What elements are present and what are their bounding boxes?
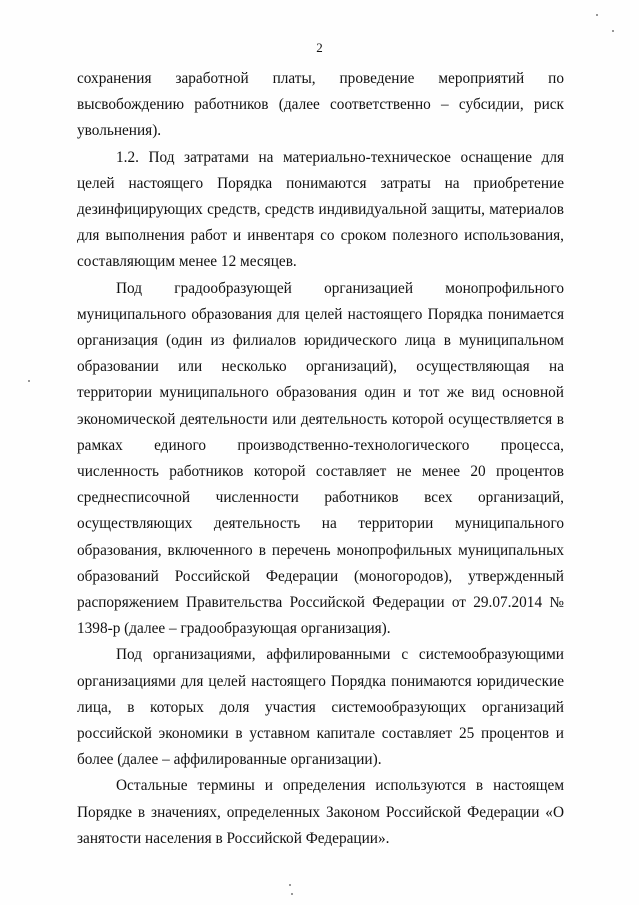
paragraph-other-terms: Остальные термины и определения используются в настоящем Порядке в значениях, определенных Законом Российской Федерации «О занятости населения в Российской Федерации». (77, 777, 564, 847)
paragraph-affiliated-organizations: Под организациями, аффилированными с системообразующими организациями для целей настоящего Порядка понимаются юридические лица, в которых доля участия системообразующих организаций российской экономики в уставном капитале составляет 25 процентов и более (далее – аффилированные организации). (77, 646, 564, 769)
document-body (77, 66, 564, 852)
scan-speck (28, 380, 30, 382)
paragraph-continuation: сохранения заработной платы, проведение мероприятий по высвобождению работников (далее соответственно – субсидии, риск увольнения). (77, 70, 564, 140)
scan-speck (291, 893, 293, 895)
scan-speck (596, 14, 598, 16)
paragraph-material-costs: 1.2. Под затратами на материально-техническое оснащение для целей настоящего Порядка понимаются затраты на приобретение дезинфицирующих средств, средств индивидуальной защиты, материалов для выполнения работ и инвентаря со сроком полезного использования, составляющим менее 12 месяцев. (77, 148, 564, 271)
paragraph-town-forming-organization: Под градообразующей организацией монопрофильного муниципального образования для целей настоящего Порядка понимается организация (один из филиалов юридического лица в муниципальном образовании или несколько организаций), осуществляющая на территории муниципального образования один и тот же вид основной экономической деятельности или деятельность которой осуществляется в рамках единого производственно-технологического процесса, численность работников которой составляет не менее 20 процентов среднесписочной численности работников всех организаций, осуществляющих деятельность на территории муниципального образования, включенного в перечень монопрофильных муниципальных образований Российской Федерации (моногородов), утвержденный распоряжением Правительства Российской Федерации от 29.07.2014 № 1398-р (далее – градообразующая организация). (77, 279, 564, 638)
page-number: 2 (316, 40, 323, 55)
scan-speck (289, 884, 291, 886)
scan-speck (612, 30, 614, 32)
